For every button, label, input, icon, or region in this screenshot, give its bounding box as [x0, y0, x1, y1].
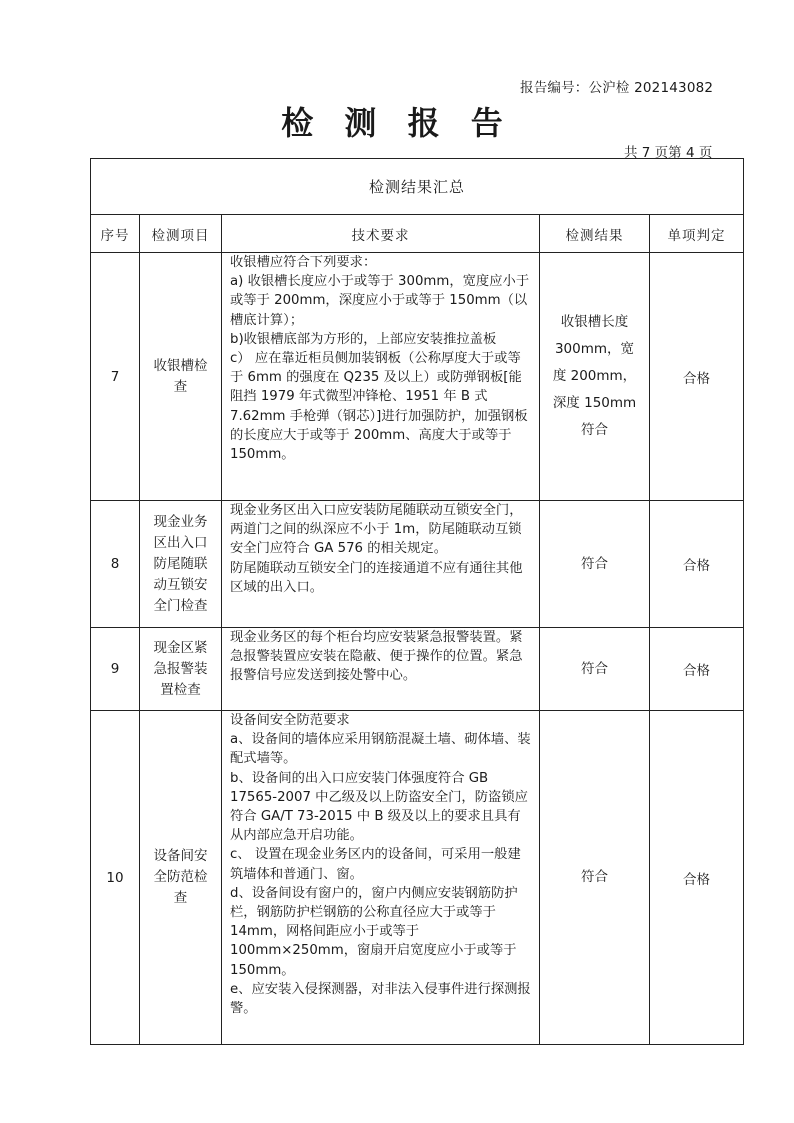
table-row [91, 501, 744, 628]
row-number: 8 [91, 501, 140, 628]
requirement-line: e、应安装入侵探测器，对非法入侵事件进行探测报警。 [230, 981, 531, 1017]
row-number: 7 [91, 253, 140, 501]
requirement-line: 现金业务区的每个柜台均应安装紧急报警装置。紧急报警装置应安装在隐蔽、便于操作的位置。紧急报警信号应发送到接处警中心。 [230, 630, 523, 684]
requirement-line: c） 应在靠近柜员侧加装钢板（公称厚度大于或等于 6mm 的强度在 Q235 及以上）或防弹钢板[能阻挡 1979 年式微型冲锋枪、1951 年 B 式 7.62mm 手枪弹（钢芯）]进行加强防护，加强钢板的长度应大于或等于 200mm、高度大于或等于 150mm。 [230, 351, 528, 463]
row-item: 收银槽检查 [140, 253, 222, 501]
header-item: 检测项目 [140, 215, 222, 253]
row-item: 现金业务区出入口防尾随联动互锁安全门检查 [140, 501, 222, 628]
summary-title: 检测结果汇总 [91, 159, 744, 215]
header-judgment: 单项判定 [650, 215, 744, 253]
report-number: 报告编号：公沪检 202143082 [520, 80, 714, 96]
results-table [90, 158, 744, 1045]
row-requirements [222, 711, 540, 1045]
table-row [91, 253, 744, 501]
table-row [91, 628, 744, 711]
row-result: 符合 [540, 711, 650, 1045]
summary-title-row [91, 159, 744, 215]
row-requirements [222, 628, 540, 711]
requirement-line: b)收银槽底部为方形的，上部应安装推拉盖板 [230, 331, 497, 347]
requirement-line: a) 收银槽长度应小于或等于 300mm，宽度应小于或等于 200mm，深度应小于或等于 150mm（以槽底计算）； [230, 274, 530, 328]
requirement-line: a、设备间的墙体应采用钢筋混凝土墙、砌体墙、装配式墙等。 [230, 732, 531, 767]
header-no: 序号 [91, 215, 140, 253]
row-number: 10 [91, 711, 140, 1045]
requirement-line: d、设备间设有窗户的，窗户内侧应安装钢筋防护栏，钢筋防护栏钢筋的公称直径应大于或等于 14mm，网格间距应小于或等于 100mm×250mm，窗扇开启宽度应小于或等于 150mm。 [230, 885, 518, 978]
row-judgment: 合格 [650, 711, 744, 1045]
row-result: 符合 [540, 628, 650, 711]
row-number: 9 [91, 628, 140, 711]
page-title: 检 测 报 告 [281, 104, 513, 142]
row-result: 收银槽长度 300mm，宽度 200mm，深度 150mm 符合 [540, 253, 650, 501]
requirement-line: c、 设置在现金业务区内的设备间，可采用一般建筑墙体和普通门、窗。 [230, 847, 521, 882]
requirement-line: 设备间安全防范要求 [230, 713, 350, 728]
requirement-line: 现金业务区出入口应安装防尾随联动互锁安全门，两道门之间的纵深应不小于 1m，防尾随联动互锁安全门应符合 GA 576 的相关规定。 [230, 503, 523, 557]
requirement-line: 收银槽应符合下列要求： [230, 255, 377, 270]
row-item: 现金区紧急报警装置检查 [140, 628, 222, 711]
header-result: 检测结果 [540, 215, 650, 253]
row-requirements [222, 253, 540, 501]
header-requirements: 技术要求 [222, 215, 540, 253]
row-result: 符合 [540, 501, 650, 628]
table-row [91, 711, 744, 1045]
requirement-line: b、设备间的出入口应安装门体强度符合 GB 17565-2007 中乙级及以上防盗安全门，防盗锁应符合 GA/T 73-2015 中 B 级及以上的要求且具有从内部应急开启功能。 [230, 770, 528, 844]
requirement-line: 防尾随联动互锁安全门的连接通道不应有通往其他区域的出入口。 [230, 560, 523, 595]
row-judgment: 合格 [650, 628, 744, 711]
row-judgment: 合格 [650, 253, 744, 501]
row-judgment: 合格 [650, 501, 744, 628]
row-requirements [222, 501, 540, 628]
table-header-row [91, 215, 744, 253]
page-number: 共 7 页第 4 页 [624, 145, 713, 161]
row-item: 设备间安全防范检查 [140, 711, 222, 1045]
